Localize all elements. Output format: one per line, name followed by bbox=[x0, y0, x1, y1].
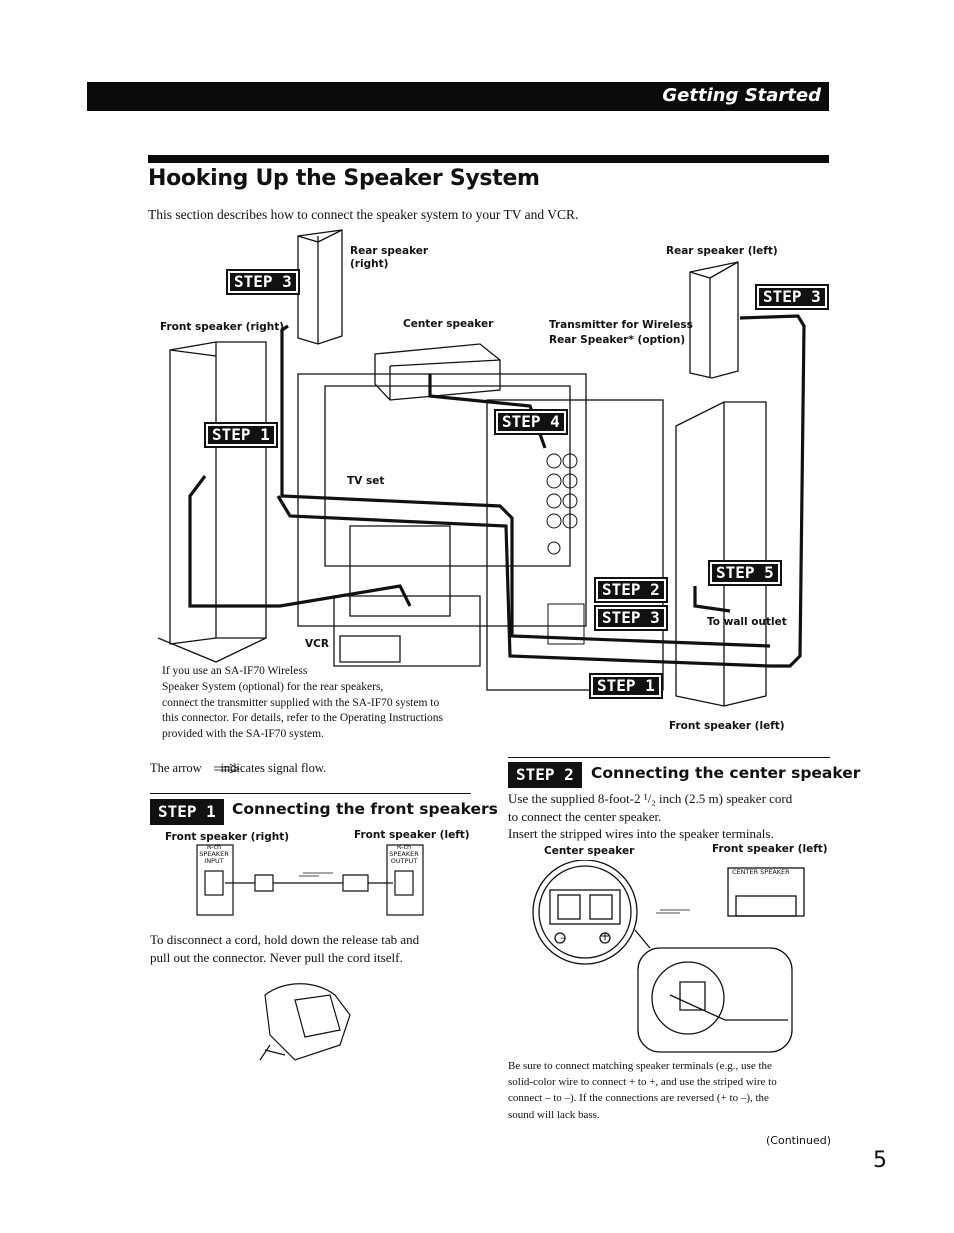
rear-speaker-left-label: Rear speaker (left) bbox=[666, 245, 778, 257]
center-speaker bbox=[375, 344, 500, 400]
center-terminal-zoom-circle bbox=[533, 860, 637, 964]
transmitter-label: Transmitter for Wireless Rear Speaker* (option) bbox=[549, 319, 693, 346]
step1-section-badge: STEP 1 bbox=[150, 799, 224, 825]
step2-section-badge: STEP 2 bbox=[508, 762, 582, 788]
tv-set-label: TV set bbox=[347, 475, 385, 487]
signal-flow-note: The arrow indicates signal flow. bbox=[150, 761, 327, 775]
vcr bbox=[334, 596, 480, 666]
front-left-speaker bbox=[676, 402, 766, 706]
rear-left-speaker bbox=[690, 262, 738, 378]
wall-outlet-label: To wall outlet bbox=[707, 616, 787, 628]
plus-sign: + bbox=[600, 929, 611, 943]
center-speaker-terminal-label: CENTER SPEAKER bbox=[732, 868, 790, 876]
step2-polarity-note: Be sure to connect matching speaker terminals (e.g., use the solid-color wire to connect + to +, and use the striped wire to connect – to –). If the connections are reversed (+ to –), the sound will lack bass. bbox=[508, 1060, 777, 1121]
step5-badge: STEP 5 bbox=[708, 560, 782, 586]
connection-diagram bbox=[150, 226, 810, 716]
intro-text: This section describes how to connect the speaker system to your TV and VCR. bbox=[148, 207, 579, 222]
page-title: Hooking Up the Speaker System bbox=[148, 166, 540, 191]
hand-disconnect-illustration bbox=[255, 975, 367, 1065]
page-number: 5 bbox=[873, 1148, 887, 1173]
continued-label: (Continued) bbox=[766, 1134, 832, 1147]
step4-badge: STEP 4 bbox=[494, 409, 568, 435]
header-bar bbox=[87, 82, 829, 111]
section-header: Getting Started bbox=[662, 85, 821, 106]
rear-right-speaker bbox=[298, 230, 342, 344]
vcr-label: VCR bbox=[305, 638, 329, 650]
step1-front-left-label: Front speaker (left) bbox=[354, 829, 470, 841]
step2-body: Use the supplied 8-foot-2 ¹/₂ inch (2.5 m) speaker cord to connect the center speaker. Insert the stripped wires into the speaker terminals. bbox=[508, 791, 793, 841]
step1-disconnect-text: To disconnect a cord, hold down the release tab and pull out the connector. Never pull the cord itself. bbox=[150, 932, 420, 965]
step1-title: Connecting the front speakers bbox=[232, 800, 498, 818]
step1-rule bbox=[150, 793, 471, 794]
step2-front-left-label: Front speaker (left) bbox=[712, 843, 828, 855]
step3-badge-rear-right: STEP 3 bbox=[226, 269, 300, 295]
step2-title: Connecting the center speaker bbox=[591, 764, 861, 782]
front-speaker-right-label: Front speaker (right) bbox=[160, 321, 285, 333]
wireless-footnote: If you use an SA-IF70 Wireless Speaker System (optional) for the rear speakers, connect the transmitter supplied with the SA-IF70 system to this connector. For details, refer to the Operating Instructions provided with the SA-IF70 system. bbox=[162, 665, 444, 741]
speaker-output-jack-label: R-ch SPEAKER OUTPUT bbox=[389, 843, 419, 865]
speaker-input-jack-label: R-ch SPEAKER INPUT bbox=[199, 843, 229, 865]
step3-badge-rear-left: STEP 3 bbox=[755, 284, 829, 310]
front-right-speaker bbox=[170, 342, 266, 644]
signal-arrow-icon bbox=[212, 762, 242, 776]
step1-badge-front-left: STEP 1 bbox=[589, 673, 663, 699]
center-speaker-label: Center speaker bbox=[403, 318, 494, 330]
minus-sign: – bbox=[560, 931, 566, 944]
step1-badge-front-right: STEP 1 bbox=[204, 422, 278, 448]
step2-center-speaker-label: Center speaker bbox=[544, 845, 635, 857]
step1-front-right-label: Front speaker (right) bbox=[165, 831, 290, 843]
title-rule bbox=[148, 155, 829, 163]
step2-rule bbox=[508, 757, 830, 758]
center-speaker-terminal-diagram bbox=[530, 860, 810, 1056]
rear-speaker-right-label: Rear speaker (right) bbox=[350, 245, 429, 270]
wire-insertion-zoom bbox=[638, 948, 792, 1052]
step2-badge-panel: STEP 2 bbox=[594, 577, 668, 603]
front-speaker-left-label: Front speaker (left) bbox=[669, 720, 785, 732]
step3-badge-panel: STEP 3 bbox=[594, 605, 668, 631]
